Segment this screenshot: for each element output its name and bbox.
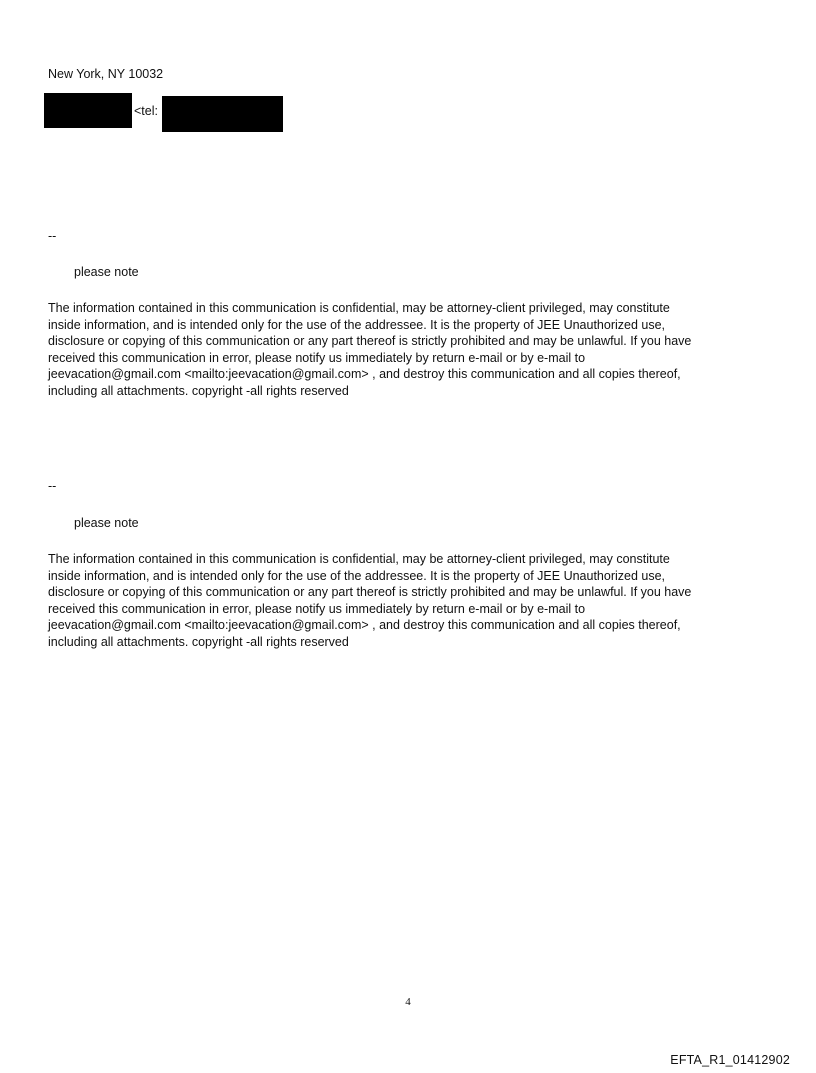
paragraph-line: inside information, and is intended only for the use of the addressee. It is the property of JEE Unauthorized use,: [48, 317, 666, 332]
paragraph-line: including all attachments. copyright -all rights reserved: [48, 634, 349, 649]
note-title: please note: [74, 265, 139, 279]
paragraph-line: The information contained in this communication is confidential, may be attorney-client privileged, may constitute: [48, 301, 670, 315]
redaction-block-name: [44, 93, 132, 128]
paragraph-line: jeevacation@gmail.com <mailto:jeevacation@gmail.com> , and destroy this communication and all copies thereof,: [48, 618, 681, 632]
paragraph-line: received this communication in error, please notify us immediately by return e-mail or by e-mail to: [48, 350, 586, 365]
paragraph-line: The information contained in this communication is confidential, may be attorney-client privileged, may constitute: [48, 552, 670, 566]
paragraph-line: jeevacation@gmail.com <mailto:jeevacation@gmail.com> , and destroy this communication and all copies thereof,: [48, 367, 681, 381]
confidentiality-paragraph: [48, 300, 768, 399]
paragraph-line: received this communication in error, please notify us immediately by return e-mail or by e-mail to: [48, 601, 586, 616]
page-number: 4: [405, 996, 411, 1008]
document-id: EFTA_R1_01412902: [670, 1053, 790, 1067]
paragraph-line: disclosure or copying of this communication or any part thereof is strictly prohibited and may be unlawful. If you have: [48, 334, 692, 348]
tel-label: <tel:: [134, 104, 158, 118]
paragraph-line: including all attachments. copyright -all rights reserved: [48, 383, 349, 398]
confidentiality-paragraph: [48, 551, 768, 650]
paragraph-line: disclosure or copying of this communication or any part thereof is strictly prohibited and may be unlawful. If you have: [48, 585, 692, 599]
address-line: New York, NY 10032: [48, 67, 164, 81]
redaction-block-phone: [162, 96, 283, 132]
separator-dashes: --: [48, 229, 57, 243]
note-title: please note: [74, 516, 139, 530]
separator-dashes: --: [48, 479, 57, 493]
paragraph-line: inside information, and is intended only for the use of the addressee. It is the property of JEE Unauthorized use,: [48, 568, 666, 583]
